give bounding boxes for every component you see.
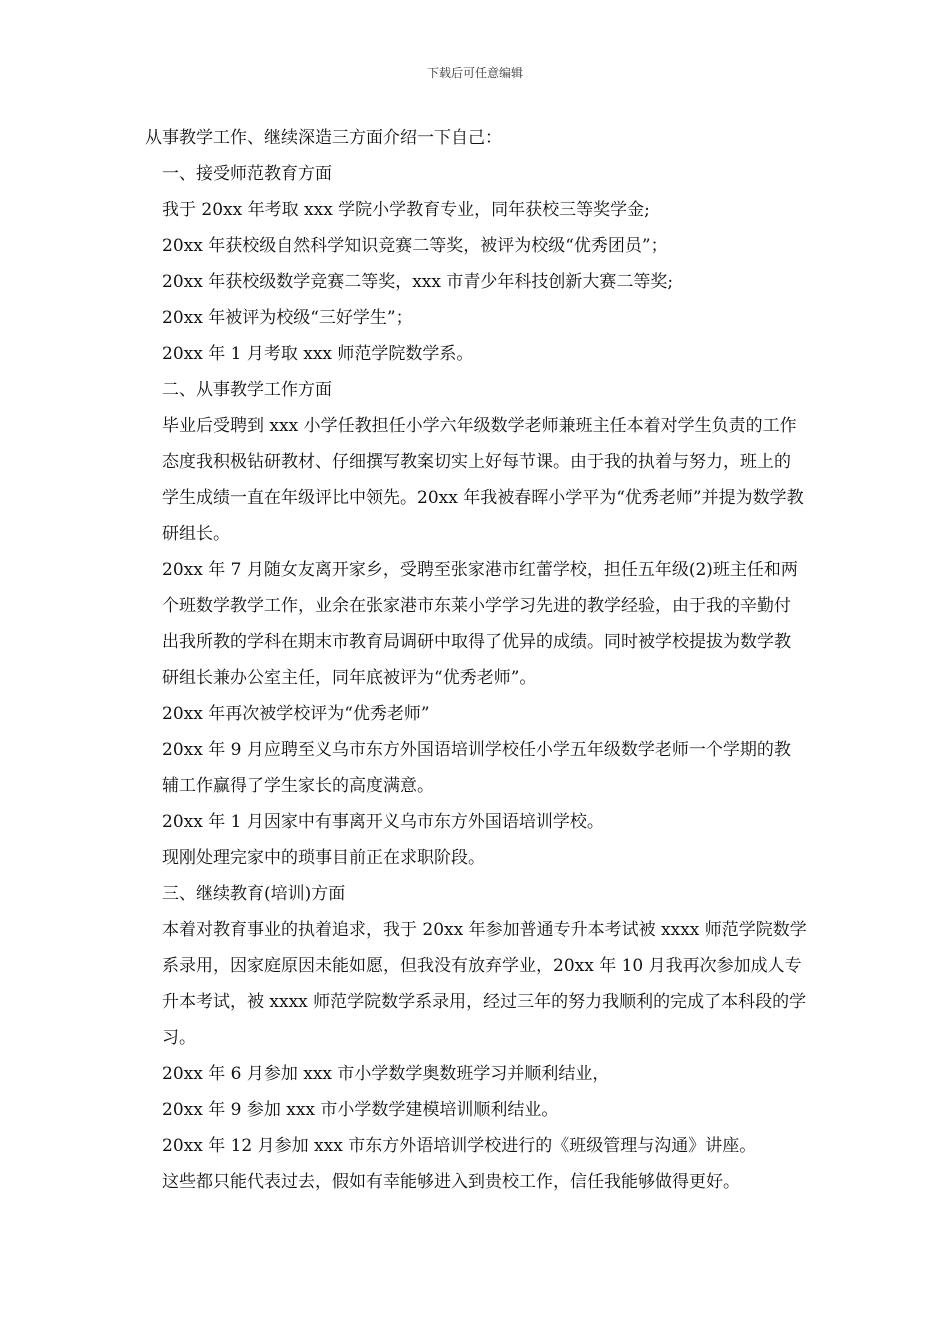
section-heading-normal-education: 一、接受师范教育方面 <box>162 164 332 184</box>
paragraph: 20xx 年 6 月参加 xxx 市小学数学奥数班学习并顺利结业， <box>162 1064 610 1084</box>
page-header: 下载后可任意编辑 <box>426 66 523 80</box>
paragraph: 20xx 年被评为校级“三好学生”； <box>162 308 413 328</box>
paragraph: 现刚处理完家中的琐事目前正在求职阶段。 <box>162 848 485 868</box>
paragraph: 20xx 年 9 月应聘至义乌市东方外国语培训学校任小学五年级数学老师一个学期的教辅工作赢得了学生家长的高度满意。 <box>162 740 791 796</box>
section-heading-teaching-work: 二、从事教学工作方面 <box>162 380 332 400</box>
document-body <box>145 120 807 1200</box>
paragraph: 20xx 年 9 参加 xxx 市小学数学建模培训顺利结业。 <box>162 1100 559 1120</box>
paragraph: 20xx 年 12 月参加 xxx 市东方外语培训学校进行的《班级管理与沟通》讲座。 <box>162 1136 757 1156</box>
paragraph: 20xx 年 7 月随女友离开家乡，受聘至张家港市红蕾学校，担任五年级(2)班主任和两个班数学教学工作，业余在张家港市东莱小学学习先进的教学经验，由于我的辛勤付出我所教的学科在期末市教育局调研中取得了优异的成绩。同时被学校提拔为数学教研组长兼办公室主任，同年底被评为“优秀老师”。 <box>162 560 798 688</box>
paragraph: 我于 20xx 年考取 xxx 学院小学教育专业，同年获校三等奖学金; <box>162 200 650 220</box>
paragraph-intro: 从事教学工作、继续深造三方面介绍一下自己： <box>145 128 502 148</box>
paragraph: 20xx 年获校级数学竞赛二等奖，xxx 市青少年科技创新大赛二等奖; <box>162 272 674 292</box>
paragraph: 20xx 年 1 月因家中有事离开义乌市东方外国语培训学校。 <box>162 812 604 832</box>
paragraph: 本着对教育事业的执着追求，我于 20xx 年参加普通专升本考试被 xxxx 师范学院数学系录用，因家庭原因未能如愿，但我没有放弃学业，20xx 年 10 月我再次参加成人专升本考试，被 xxxx 师范学院数学系录用，经过三年的努力我顺利的完成了本科段的学习。 <box>162 920 807 1048</box>
paragraph: 20xx 年 1 月考取 xxx 师范学院数学系。 <box>162 344 474 364</box>
paragraph: 20xx 年获校级自然科学知识竞赛二等奖，被评为校级“优秀团员”； <box>162 236 668 256</box>
paragraph: 毕业后受聘到 xxx 小学任教担任小学六年级数学老师兼班主任本着对学生负责的工作态度我积极钻研教材、仔细撰写教案切实上好每节课。由于我的执着与努力，班上的学生成绩一直在年级评比中领先。20xx 年我被春晖小学平为“优秀老师”并提为数学教研组长。 <box>162 416 804 544</box>
section-heading-continuing-education: 三、继续教育(培训)方面 <box>162 884 346 904</box>
paragraph: 20xx 年再次被学校评为“优秀老师” <box>162 704 430 724</box>
paragraph-closing: 这些都只能代表过去，假如有幸能够进入到贵校工作，信任我能够做得更好。 <box>162 1172 740 1192</box>
